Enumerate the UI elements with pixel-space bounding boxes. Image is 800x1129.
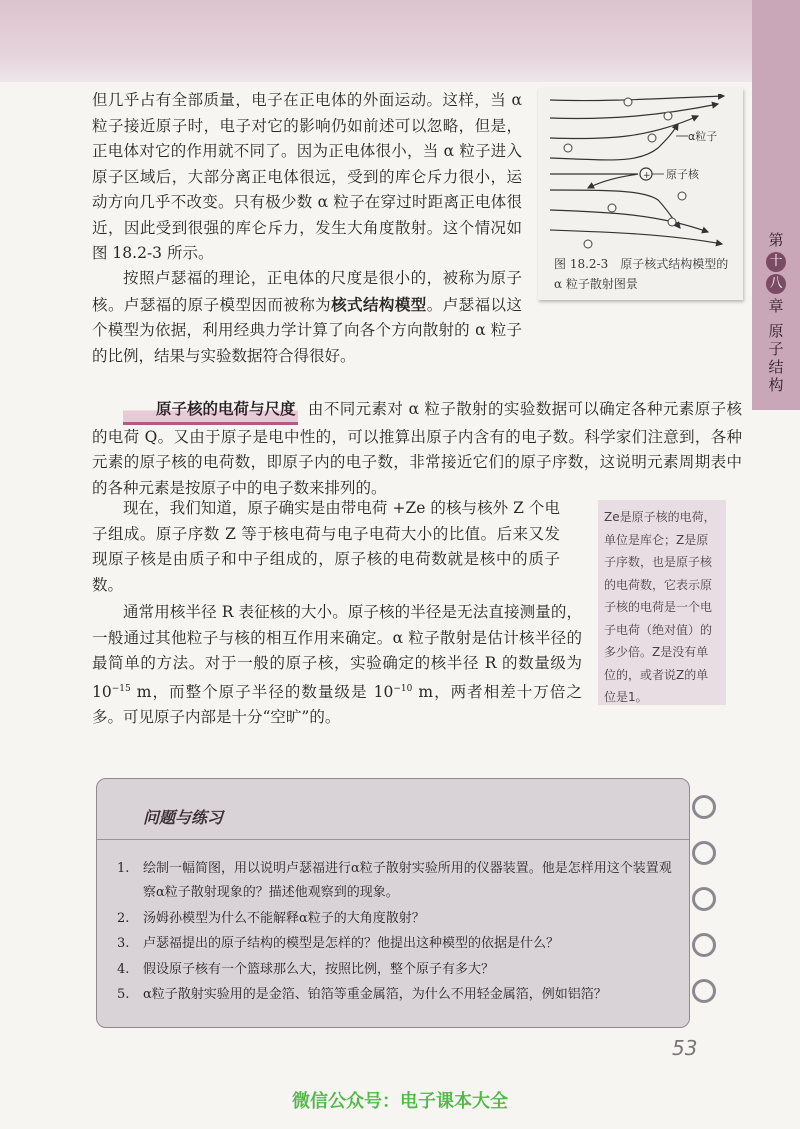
paragraph-4: 现在，我们知道，原子确实是由带电荷 +Ze 的核与核外 Z 个电子组成。原子序数 Z 等于核电荷与电子电荷大小的比值。后来又发现原子核是由质子和中子组成的，原子核的电荷数就是核中的质子数。 bbox=[92, 499, 560, 594]
scattering-diagram bbox=[548, 94, 733, 252]
chapter-title: 原 子 结 构 bbox=[768, 322, 784, 394]
margin-note: Ze是原子核的电荷，单位是库仑；Z是原子序数，也是原子核的电荷数，它表示原子核的电荷是一个电子电荷（绝对值）的多少倍。Z是没有单位的，或者说Z的单位是1。 bbox=[598, 500, 726, 705]
page-number: 53 bbox=[672, 1036, 698, 1060]
paragraph-1: 但几乎占有全部质量，电子在正电体的外面运动。这样，当 α 粒子接近原子时，电子对它的影响仍如前述可以忽略，但是，正电体对它的作用就不同了。因为正电体很小，当 α 粒子进入原子区域后，大部分离正电体很远，受到的库仑斥力很小，运动方向几乎不改变。只有极少数 α 粒子在穿过时距离正电体很近，因此受到很强的库仑斥力，发生大角度散射。这个情况如图 18.2-3 所示。 bbox=[92, 91, 522, 262]
exercise-divider bbox=[97, 839, 689, 840]
ring-icon bbox=[692, 887, 716, 911]
label-alpha-particle: α粒子 bbox=[688, 130, 718, 143]
label-nucleus: 原子核 bbox=[666, 168, 699, 181]
key-term: 核式结构模型 bbox=[331, 294, 427, 314]
paragraph-5: 通常用核半径 R 表征核的大小。原子核的半径是无法直接测量的，一般通过其他粒子与核的相互作用来确定。α 粒子散射是估计核半径的最简单的方法。对于一般的原子核，实验确定的核半径 R 的数量级为 $10^{-15}$ m，而整个原子半径的数量级是 $10^{-10}$ m，两者相差十万倍之多。可见原子内部是十分“空旷”的。 bbox=[92, 603, 582, 727]
ring-icon bbox=[692, 795, 716, 819]
ring-icon bbox=[692, 979, 716, 1003]
paragraph-3: 原子核的电荷与尺度 由不同元素对 α 粒子散射的实验数据可以确定各种元素原子核的电荷 Q。又由于原子是电中性的，可以推算出原子内含有的电子数。科学家们注意到，各种元素的原子核的电荷数，即原子内的电子数，非常接近它们的原子序数，这说明元素周期表中的各种元素是按原子中的电子数来排列的。 bbox=[92, 396, 742, 501]
paragraph-2: 按照卢瑟福的理论，正电体的尺度是很小的，被称为原子核。卢瑟福的原子模型因而被称为核式结构模型。卢瑟福以这个模型为依据，利用经典力学计算了向各个方向散射的 α 粒子的比例，结果与实验数据符合得很好。 bbox=[92, 269, 522, 365]
svg-text:+: + bbox=[643, 171, 651, 181]
exercise-title: 问题与练习 bbox=[143, 808, 224, 827]
chapter-tab bbox=[752, 230, 800, 410]
chapter-number-2: 八 bbox=[766, 274, 786, 294]
figure-alpha-scattering bbox=[538, 88, 743, 300]
exercise-box bbox=[96, 778, 690, 1028]
chapter-prefix: 第 bbox=[768, 231, 784, 249]
exercise-item: 5. α粒子散射实验用的是金箔、铂箔等重金属箔，为什么不用轻金属箔，例如铝箔？ bbox=[117, 987, 607, 1002]
exercise-item: 3. 卢瑟福提出的原子结构的模型是怎样的？他提出这种模型的依据是什么？ bbox=[117, 936, 560, 951]
section-heading: 原子核的电荷与尺度 bbox=[123, 396, 298, 425]
ring-icon bbox=[692, 933, 716, 957]
exercise-list bbox=[117, 857, 677, 1009]
page-header-band bbox=[0, 0, 800, 82]
exercise-item: 1. 绘制一幅简图，用以说明卢瑟福进行α粒子散射实验所用的仪器装置。他是怎样用这个装置观察α粒子散射现象的？描述他观察到的现象。 bbox=[117, 861, 672, 900]
watermark-text: 微信公众号：电子课本大全 bbox=[292, 1091, 508, 1112]
figure-caption: 图 18.2-3 原子核式结构模型的 α 粒子散射图景 bbox=[554, 257, 729, 291]
exercise-item: 2. 汤姆孙模型为什么不能解释α粒子的大角度散射？ bbox=[117, 910, 425, 926]
exercise-item: 4. 假设原子核有一个篮球那么大，按照比例，整个原子有多大？ bbox=[117, 961, 495, 977]
chapter-suffix: 章 bbox=[768, 297, 784, 315]
ring-icon bbox=[692, 841, 716, 865]
chapter-number-1: 十 bbox=[766, 252, 786, 272]
